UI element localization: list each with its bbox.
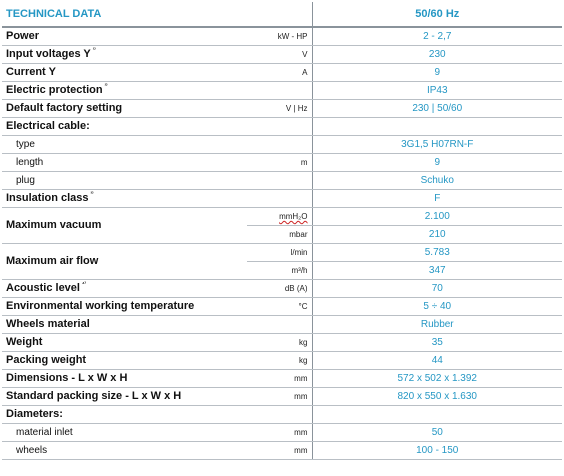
- unit-airflow-m3h: m³/h: [247, 262, 312, 280]
- unit-input-voltages: V: [247, 46, 312, 64]
- param-label: Insulation class: [6, 192, 89, 204]
- value-cable-length: 9: [312, 154, 562, 172]
- table-row: [2, 190, 562, 208]
- footnote-marker: ¹⁾: [92, 47, 96, 53]
- param-power: Power: [2, 27, 247, 46]
- unit-cable-length: m: [247, 154, 312, 172]
- param-maximum-vacuum: Maximum vacuum: [2, 208, 247, 244]
- value-diameters: [312, 406, 562, 424]
- param-electrical-cable: Electrical cable:: [2, 118, 247, 136]
- value-default-setting: 230 | 50/60: [312, 100, 562, 118]
- table-title: TECHNICAL DATA: [2, 2, 247, 27]
- value-packing-size: 820 x 550 x 1.630: [312, 388, 562, 406]
- unit-power: kW - HP: [247, 27, 312, 46]
- param-working-temperature: Environmental working temperature: [2, 298, 247, 316]
- table-row: [2, 118, 562, 136]
- table-row: [2, 46, 562, 64]
- value-cable-plug: Schuko: [312, 172, 562, 190]
- unit-airflow-lmin: l/min: [247, 244, 312, 262]
- value-current: 9: [312, 64, 562, 82]
- technical-data-sheet: [2, 2, 562, 460]
- table-row: [2, 280, 562, 298]
- footnote-marker: ²⁾: [104, 83, 108, 89]
- footnote-marker: ⁴⁾: [81, 281, 86, 287]
- table-row: [2, 316, 562, 334]
- technical-data-table: [2, 2, 562, 460]
- header-unit-cell: [247, 2, 312, 27]
- value-electric-protection: IP43: [312, 82, 562, 100]
- table-row: [2, 82, 562, 100]
- param-input-voltages: [2, 46, 247, 64]
- unit-vacuum-mmh2o: [247, 208, 312, 226]
- unit-vacuum-mbar: mbar: [247, 226, 312, 244]
- unit-packing-size: mm: [247, 388, 312, 406]
- unit-text: mmH₂O: [279, 212, 308, 221]
- table-row: [2, 334, 562, 352]
- table-row: [2, 352, 562, 370]
- table-row: [2, 370, 562, 388]
- param-default-setting: Default factory setting: [2, 100, 247, 118]
- unit-diameters: [247, 406, 312, 424]
- table-row: [2, 406, 562, 424]
- value-vacuum-mmh2o: 2.100: [312, 208, 562, 226]
- table-row: [2, 388, 562, 406]
- param-label: Input voltages Y: [6, 48, 91, 60]
- param-diameters: Diameters:: [2, 406, 247, 424]
- value-input-voltages: 230: [312, 46, 562, 64]
- param-acoustic-level: [2, 280, 247, 298]
- table-row: [2, 154, 562, 172]
- unit-weight: kg: [247, 334, 312, 352]
- param-material-inlet: material inlet: [2, 424, 247, 442]
- param-wheels-material: Wheels material: [2, 316, 247, 334]
- param-electric-protection: [2, 82, 247, 100]
- unit-dimensions: mm: [247, 370, 312, 388]
- table-row: [2, 424, 562, 442]
- value-dimensions: 572 x 502 x 1.392: [312, 370, 562, 388]
- footnote-marker: ³⁾: [90, 191, 94, 197]
- unit-electrical-cable: [247, 118, 312, 136]
- table-row: [2, 298, 562, 316]
- param-weight: Weight: [2, 334, 247, 352]
- table-row: [2, 64, 562, 82]
- table-row: [2, 244, 562, 262]
- value-electrical-cable: [312, 118, 562, 136]
- param-label: Electric protection: [6, 84, 103, 96]
- unit-wheels-material: [247, 316, 312, 334]
- param-dimensions: Dimensions - L x W x H: [2, 370, 247, 388]
- unit-cable-plug: [247, 172, 312, 190]
- table-row: [2, 136, 562, 154]
- table-row: [2, 100, 562, 118]
- param-wheels-diameter: wheels: [2, 442, 247, 460]
- param-insulation-class: [2, 190, 247, 208]
- param-cable-plug: plug: [2, 172, 247, 190]
- value-airflow-lmin: 5.783: [312, 244, 562, 262]
- value-material-inlet: 50: [312, 424, 562, 442]
- unit-packing-weight: kg: [247, 352, 312, 370]
- frequency-header: 50/60 Hz: [312, 2, 562, 27]
- table-row: [2, 208, 562, 226]
- unit-acoustic-level: dB (A): [247, 280, 312, 298]
- table-row: [2, 27, 562, 46]
- value-acoustic-level: 70: [312, 280, 562, 298]
- value-power: 2 - 2,7: [312, 27, 562, 46]
- value-wheels-material: Rubber: [312, 316, 562, 334]
- value-weight: 35: [312, 334, 562, 352]
- table-header-row: [2, 2, 562, 27]
- param-packing-size: Standard packing size - L x W x H: [2, 388, 247, 406]
- unit-current: A: [247, 64, 312, 82]
- value-vacuum-mbar: 210: [312, 226, 562, 244]
- unit-electric-protection: [247, 82, 312, 100]
- param-maximum-air-flow: Maximum air flow: [2, 244, 247, 280]
- unit-insulation-class: [247, 190, 312, 208]
- unit-cable-type: [247, 136, 312, 154]
- table-row: [2, 172, 562, 190]
- value-airflow-m3h: 347: [312, 262, 562, 280]
- unit-working-temperature: °C: [247, 298, 312, 316]
- param-label: Acoustic level: [6, 282, 80, 294]
- value-insulation-class: F: [312, 190, 562, 208]
- unit-material-inlet: mm: [247, 424, 312, 442]
- param-cable-length: length: [2, 154, 247, 172]
- table-row: [2, 442, 562, 460]
- value-packing-weight: 44: [312, 352, 562, 370]
- value-wheels-diameter: 100 - 150: [312, 442, 562, 460]
- value-cable-type: 3G1,5 H07RN-F: [312, 136, 562, 154]
- param-current: Current Y: [2, 64, 247, 82]
- param-cable-type: type: [2, 136, 247, 154]
- unit-default-setting: V | Hz: [247, 100, 312, 118]
- unit-wheels-diameter: mm: [247, 442, 312, 460]
- value-working-temperature: 5 ÷ 40: [312, 298, 562, 316]
- param-packing-weight: Packing weight: [2, 352, 247, 370]
